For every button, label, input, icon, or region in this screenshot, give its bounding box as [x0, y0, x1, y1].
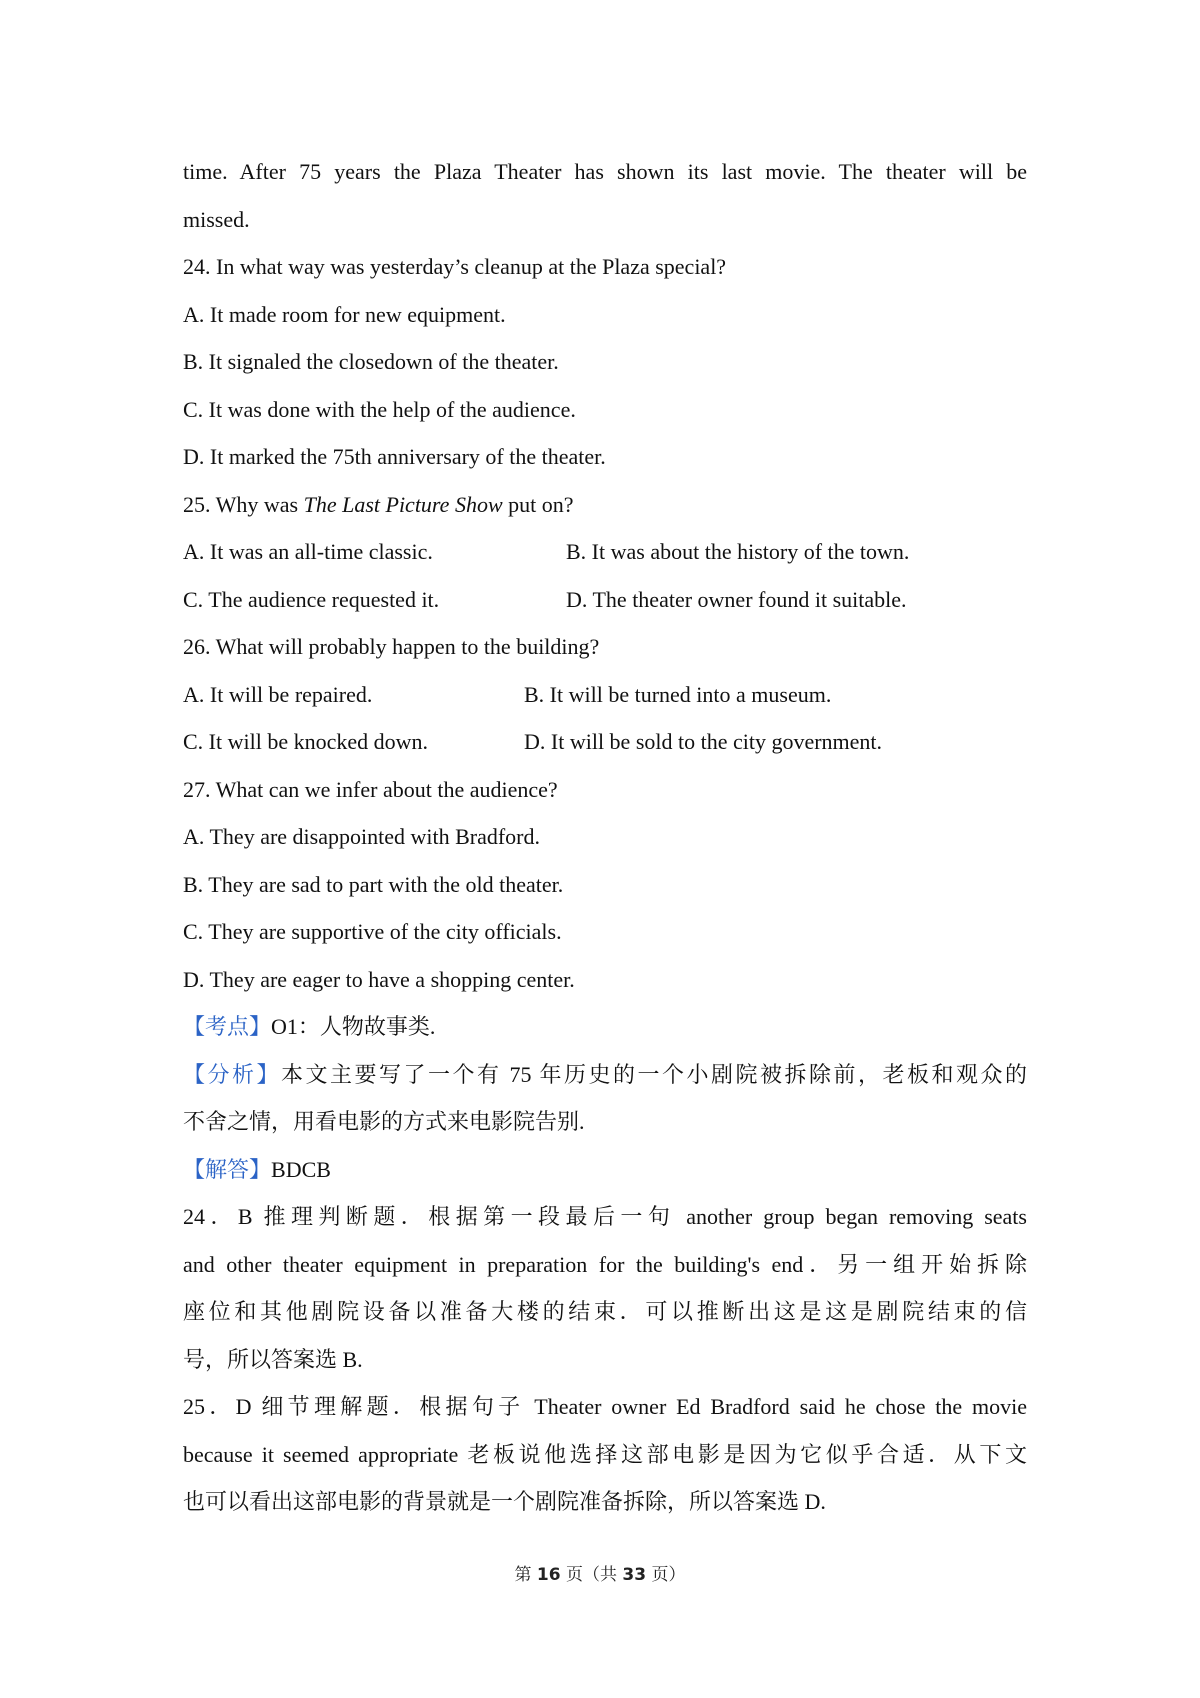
explanation-25-line: 也可以看出这部电影的背景就是一个剧院准备拆除，所以答案选 D.: [183, 1489, 826, 1514]
jieda-section: [183, 1146, 1027, 1194]
question-27-stem: 27. What can we infer about the audience?: [183, 776, 558, 802]
question-27-option-b: B. They are sad to part with the old theater.: [183, 871, 564, 897]
question-25-stem-post: put on?: [502, 491, 574, 517]
footer-page-number: 16: [536, 1565, 561, 1585]
question-26-option-a: A. It will be repaired.: [183, 681, 373, 707]
question-25-stem-pre: 25. Why was: [183, 491, 304, 517]
fenxi-label: 【分析】: [183, 1061, 281, 1087]
question-24-option-a: A. It made room for new equipment.: [183, 301, 506, 327]
question-25-options-row: [183, 528, 1027, 576]
question-26-options-row: [183, 718, 1027, 766]
explanation-24-line: and other theater equipment in preparation for the building's end．另一组开始拆除: [183, 1251, 1027, 1277]
kaodian-label: 【考点】: [183, 1014, 272, 1039]
question-24-option-d: D. It marked the 75th anniversary of the theater.: [183, 444, 606, 469]
footer-mid: 页（共: [560, 1565, 623, 1585]
question-24-stem: 24. In what way was yesterday’s cleanup at the Plaza special?: [183, 254, 727, 279]
footer-pre: 第: [514, 1565, 537, 1585]
question-27-option-c: C. They are supportive of the city officials.: [183, 919, 562, 944]
question-24-option-c: C. It was done with the help of the audience.: [183, 396, 576, 422]
question-25-option-a: A. It was an all-time classic.: [183, 539, 433, 564]
fenxi-text-line1: 本文主要写了一个有 75 年历史的一个小剧院被拆除前，老板和观众的: [281, 1061, 1027, 1087]
fenxi-text-line2: 不舍之情，用看电影的方式来电影院告别.: [183, 1109, 585, 1134]
question-24-option-b: B. It signaled the closedown of the theater.: [183, 349, 559, 374]
question-26-option-c: C. It will be knocked down.: [183, 729, 429, 754]
page-footer: [0, 1560, 1200, 1585]
question-26-options-row: [183, 671, 1027, 719]
question-25-option-c: C. The audience requested it.: [183, 586, 440, 612]
passage-line: time. After 75 years the Plaza Theater has shown its last movie. The theater will be: [183, 159, 1027, 184]
question-27-option-d: D. They are eager to have a shopping center.: [183, 966, 575, 992]
question-25-options-row: [183, 576, 1027, 624]
passage-line: missed.: [183, 206, 250, 232]
fenxi-section: [183, 1051, 1027, 1099]
footer-total-pages: 33: [622, 1565, 647, 1585]
explanation-24-line: 号，所以答案选 B.: [183, 1346, 363, 1372]
question-26-option-b: B. It will be turned into a museum.: [524, 681, 832, 707]
footer-post: 页）: [646, 1565, 686, 1585]
explanation-24-line: 24．B 推理判断题．根据第一段最后一句 another group began removing seats: [183, 1204, 1027, 1229]
jieda-label: 【解答】: [183, 1156, 272, 1182]
jieda-text: BDCB: [271, 1156, 331, 1182]
question-26-stem: 26. What will probably happen to the building?: [183, 634, 600, 659]
kaodian-text: O1：人物故事类.: [271, 1014, 436, 1039]
explanation-25-line: because it seemed appropriate 老板说他选择这部电影是因为它似乎合适．从下文: [183, 1441, 1027, 1467]
question-25-option-b: B. It was about the history of the town.: [566, 539, 910, 564]
question-26-option-d: D. It will be sold to the city government.: [524, 729, 883, 754]
question-27-option-a: A. They are disappointed with Bradford.: [183, 824, 541, 849]
explanation-25-line: 25．D 细节理解题．根据句子 Theater owner Ed Bradford said he chose the movie: [183, 1394, 1027, 1419]
movie-title: The Last Picture Show: [303, 491, 503, 517]
question-25-option-d: D. The theater owner found it suitable.: [566, 586, 907, 612]
question-25-stem: [183, 481, 1027, 529]
explanation-24-line: 座位和其他剧院设备以准备大楼的结束．可以推断出这是这是剧院结束的信: [183, 1299, 1027, 1324]
kaodian-section: [183, 1003, 1027, 1051]
page-content: [183, 148, 1027, 1526]
